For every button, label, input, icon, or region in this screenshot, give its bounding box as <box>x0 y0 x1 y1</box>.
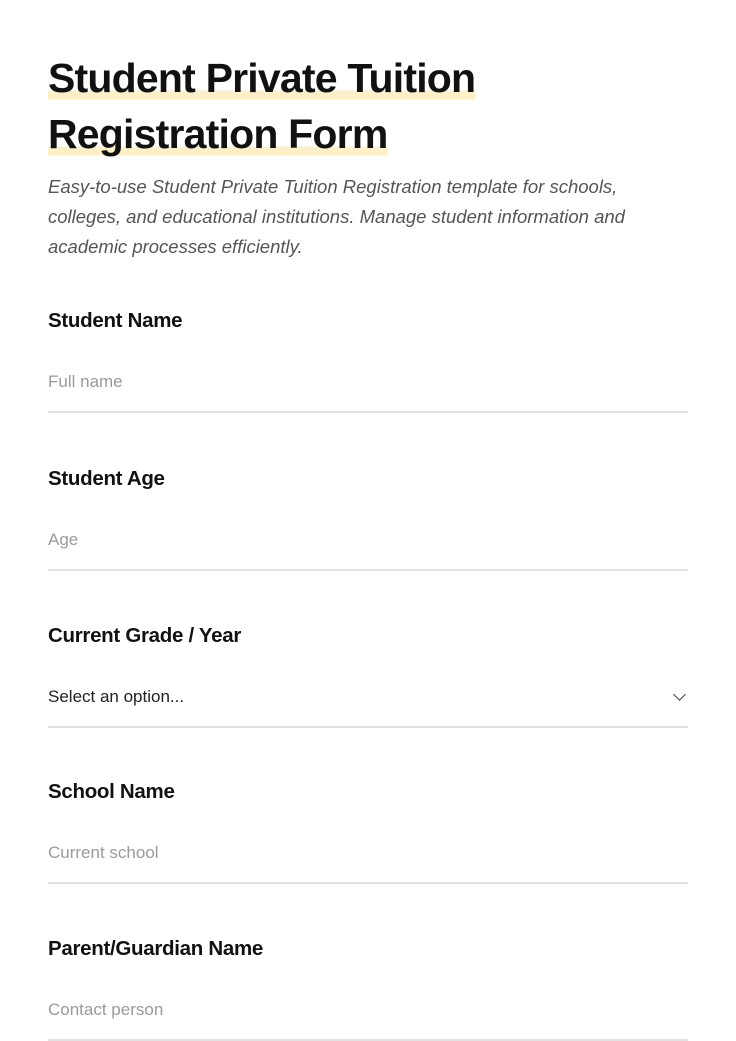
school-name-input[interactable] <box>48 838 688 868</box>
field-label: Parent/Guardian Name <box>48 937 264 960</box>
current-grade-field <box>48 621 688 728</box>
form-description: Easy-to-use Student Private Tuition Registration template for schools, colleges, and educational institutions. Manage student information and academic processes efficiently. <box>48 176 625 257</box>
parent-name-field <box>48 934 688 1041</box>
student-name-input[interactable] <box>48 367 688 397</box>
select-value: Select an option... <box>48 687 185 706</box>
field-label: School Name <box>48 780 175 803</box>
field-label: Current Grade / Year <box>48 624 242 647</box>
school-name-field <box>48 777 688 884</box>
form-header <box>48 50 688 262</box>
page-title: Student Private Tuition Registration Form <box>48 55 476 157</box>
student-name-field <box>48 306 688 413</box>
field-label: Student Name <box>48 309 183 332</box>
student-age-field <box>48 464 688 571</box>
current-grade-select[interactable] <box>48 682 688 728</box>
parent-name-input[interactable] <box>48 995 688 1025</box>
field-label: Student Age <box>48 467 165 490</box>
student-age-input[interactable] <box>48 525 688 555</box>
